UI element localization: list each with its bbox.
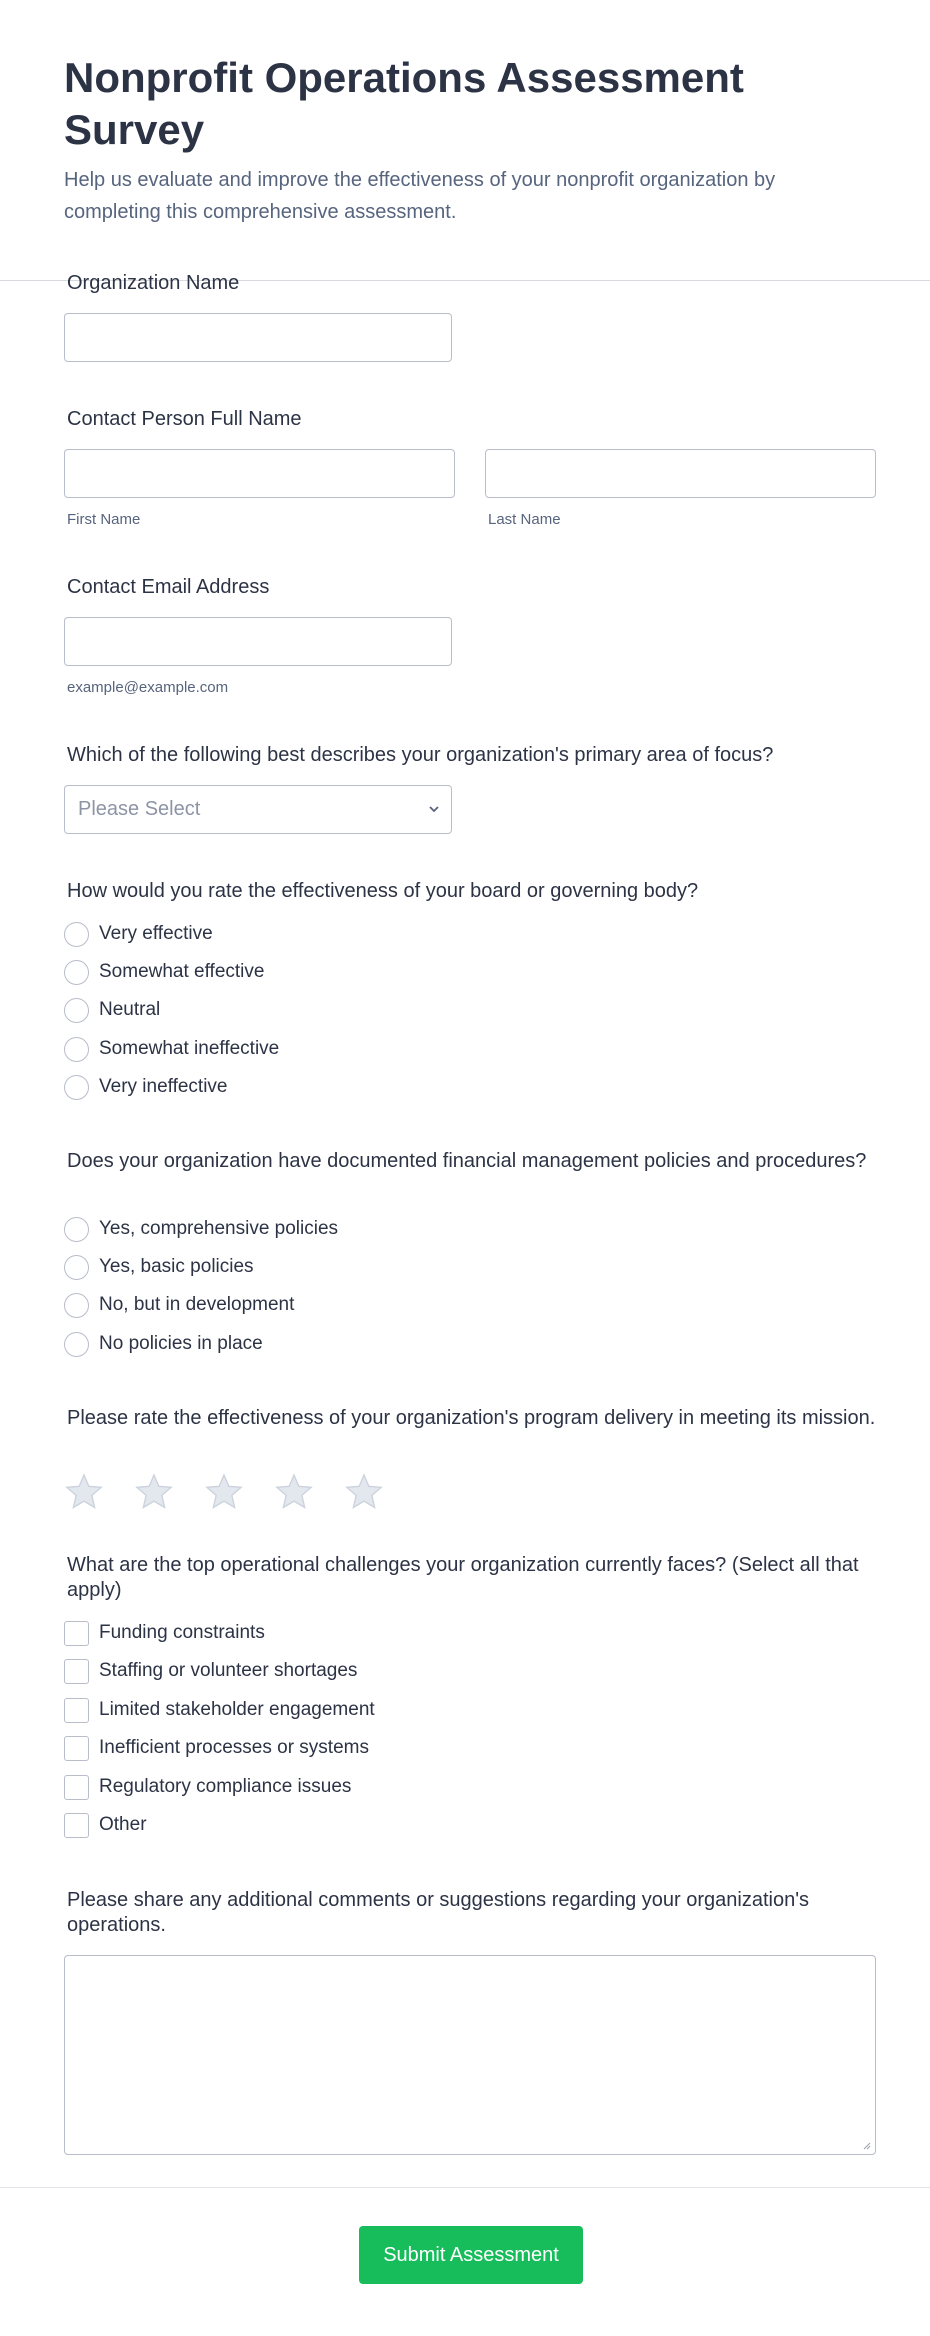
option-label: Yes, basic policies <box>99 1256 254 1277</box>
star-icon[interactable] <box>344 1472 384 1512</box>
email-label: Contact Email Address <box>67 576 270 598</box>
option-label: Other <box>99 1814 147 1835</box>
comments-field <box>64 1888 876 1938</box>
submit-button[interactable]: Submit Assessment <box>359 2226 583 2284</box>
star-icon[interactable] <box>134 1472 174 1512</box>
option-label: Limited stakeholder engagement <box>99 1699 375 1720</box>
star-icon[interactable] <box>64 1472 104 1512</box>
checkbox[interactable] <box>64 1736 89 1761</box>
checkbox[interactable] <box>64 1775 89 1800</box>
challenge-option[interactable] <box>64 1774 351 1800</box>
checkbox[interactable] <box>64 1698 89 1723</box>
challenge-option[interactable] <box>64 1697 375 1723</box>
first-name-sublabel: First Name <box>67 511 141 528</box>
focus-select-value: Please Select <box>78 798 201 820</box>
challenges-label: What are the top operational challenges your organization currently faces? (Select all that apply) <box>67 1554 859 1601</box>
board-option[interactable] <box>64 959 264 985</box>
option-label: No, but in development <box>99 1294 295 1315</box>
contact-name-field <box>64 407 876 528</box>
org-name-field <box>64 271 876 296</box>
page-title: Nonprofit Operations Assessment Survey <box>64 54 744 153</box>
resize-handle-icon[interactable] <box>861 2140 871 2150</box>
email-input[interactable] <box>64 617 452 666</box>
challenges-field <box>64 1553 876 1835</box>
board-option[interactable] <box>64 1074 228 1100</box>
option-label: Yes, comprehensive policies <box>99 1218 339 1239</box>
checkbox[interactable] <box>64 1813 89 1838</box>
page-subtitle: Help us evaluate and improve the effectiveness of your nonprofit organization by completing this comprehensive assessment. <box>64 169 776 223</box>
option-label: Somewhat effective <box>99 961 265 982</box>
radio-button[interactable] <box>64 1217 89 1242</box>
financial-option[interactable] <box>64 1331 263 1357</box>
comments-label: Please share any additional comments or suggestions regarding your organization's operations. <box>67 1889 810 1936</box>
financial-field <box>64 1149 876 1354</box>
comments-textarea[interactable] <box>64 1955 876 2155</box>
option-label: Staffing or volunteer shortages <box>99 1660 358 1681</box>
radio-button[interactable] <box>64 1037 89 1062</box>
program-label: Please rate the effectiveness of your organization's program delivery in meeting its mission. <box>67 1407 876 1429</box>
radio-button[interactable] <box>64 1332 89 1357</box>
challenge-option[interactable] <box>64 1620 265 1646</box>
radio-button[interactable] <box>64 998 89 1023</box>
checkbox[interactable] <box>64 1621 89 1646</box>
option-label: Regulatory compliance issues <box>99 1776 352 1797</box>
radio-button[interactable] <box>64 922 89 947</box>
board-option[interactable] <box>64 1036 279 1062</box>
radio-button[interactable] <box>64 960 89 985</box>
focus-field <box>64 743 876 820</box>
email-sublabel: example@example.com <box>67 679 229 696</box>
challenge-option[interactable] <box>64 1658 357 1684</box>
board-option[interactable] <box>64 921 213 947</box>
option-label: Very effective <box>99 923 213 944</box>
star-icon[interactable] <box>274 1472 314 1512</box>
radio-button[interactable] <box>64 1075 89 1100</box>
radio-button[interactable] <box>64 1255 89 1280</box>
financial-option[interactable] <box>64 1216 338 1242</box>
challenge-option[interactable] <box>64 1812 147 1838</box>
last-name-sublabel: Last Name <box>488 511 561 528</box>
star-rating <box>64 1472 384 1512</box>
contact-name-label: Contact Person Full Name <box>67 408 302 430</box>
option-label: Inefficient processes or systems <box>99 1737 369 1758</box>
focus-label: Which of the following best describes your organization's primary area of focus? <box>67 744 774 766</box>
first-name-input[interactable] <box>64 449 455 498</box>
star-icon[interactable] <box>204 1472 244 1512</box>
radio-button[interactable] <box>64 1293 89 1318</box>
org-name-input[interactable] <box>64 313 452 362</box>
option-label: Somewhat ineffective <box>99 1038 280 1059</box>
email-field <box>64 575 876 696</box>
chevron-down-icon <box>429 804 439 814</box>
board-option[interactable] <box>64 997 160 1023</box>
option-label: No policies in place <box>99 1333 263 1354</box>
checkbox[interactable] <box>64 1659 89 1684</box>
challenge-option[interactable] <box>64 1735 369 1761</box>
focus-select[interactable] <box>64 785 452 834</box>
board-label: How would you rate the effectiveness of your board or governing body? <box>67 880 699 902</box>
option-label: Funding constraints <box>99 1622 265 1643</box>
form-footer <box>0 2187 930 2336</box>
financial-label: Does your organization have documented financial management policies and procedures? <box>67 1150 867 1172</box>
org-name-label: Organization Name <box>67 272 240 294</box>
program-field <box>64 1406 876 1431</box>
option-label: Very ineffective <box>99 1076 228 1097</box>
board-field <box>64 879 876 1097</box>
financial-option[interactable] <box>64 1254 254 1280</box>
last-name-input[interactable] <box>485 449 876 498</box>
financial-option[interactable] <box>64 1292 294 1318</box>
form-header <box>0 0 930 281</box>
option-label: Neutral <box>99 999 161 1020</box>
